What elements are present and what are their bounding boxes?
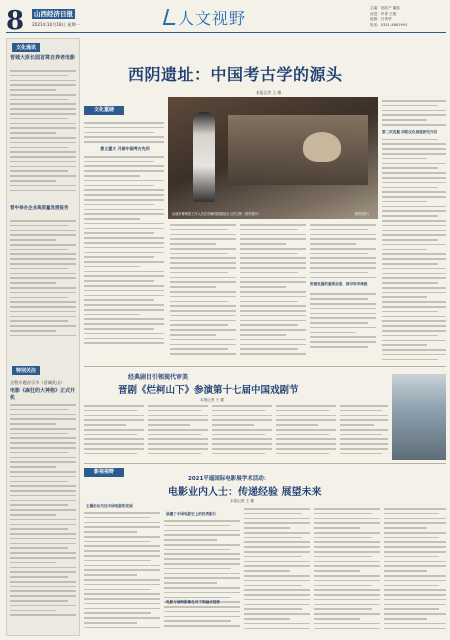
box1-label: 文化逸讯: [12, 43, 40, 52]
film-article-byline: 本报记者 王 耀: [230, 499, 254, 503]
photo-credit: （资料图片）: [352, 212, 372, 216]
film-article-col-3: [244, 508, 310, 634]
film-article-col-2: [164, 520, 240, 634]
film-article-col-1: [84, 512, 160, 634]
main-article-col-2: [170, 224, 236, 362]
drama-article-col-3: [212, 405, 272, 459]
paper-name-badge: [32, 9, 75, 19]
main-article-col-4: [310, 224, 376, 362]
drama-article-col-2: [148, 405, 208, 459]
box1-subtitle: 晋中举办企业高质量发展报告: [10, 206, 69, 211]
box2-label: 特别关注: [12, 366, 40, 375]
box1-body2: [10, 220, 76, 345]
paper-name: 山西经济日报: [34, 10, 73, 18]
film-article-kicker: 2021平遥国际电影展学术活动：: [188, 476, 270, 482]
film-article-tag-text: 影视视野: [93, 469, 114, 475]
photo-caption: 运城市博物馆工作人员在讲解西阴遗址出土的文物（资料图片）: [172, 212, 262, 216]
section-decor: [163, 9, 179, 25]
main-article-subhead-1: 意义重大 开辟中国考古先河: [100, 146, 150, 151]
main-article-col-5: [382, 100, 446, 362]
editor-line: 视觉：许青 王艳: [370, 11, 397, 16]
drama-article-col-5: [340, 405, 388, 459]
film-article-col-5: [384, 508, 446, 634]
drama-article-title: 经典剧目引领现代审美: [128, 374, 189, 381]
drama-article-col-4: [276, 405, 336, 459]
drama-article-bottom-rule: [84, 463, 446, 464]
editor-line: 电话：0351-4661993: [370, 22, 408, 27]
date-line: 2021年10月18日 星期一: [32, 22, 80, 27]
photo-display-case: [228, 115, 368, 185]
header-rule: [6, 32, 446, 33]
photo-person: [193, 112, 215, 202]
editor-line: 主编：范屹产 董茹: [370, 6, 400, 10]
film-article-headline: 电影业内人士：传递经验 展望未来: [168, 487, 322, 498]
box1-title: 晋城大原长园首窝自养老电影: [10, 55, 76, 61]
box2-subtitle: 电影《麻狂的大神抱》正式开机: [10, 388, 76, 401]
drama-article-col-1: [84, 405, 144, 459]
box2-title: 全程专题音乐节（晋城发出）: [10, 380, 65, 385]
film-article-tag: [84, 468, 124, 477]
main-article-tag: [84, 106, 124, 115]
photo-artifact: [303, 132, 341, 162]
editor-info: [370, 6, 448, 28]
drama-photo: [392, 374, 446, 460]
main-article-photo: [168, 97, 378, 219]
section-title: 人文视野: [178, 9, 247, 28]
box1-body: [10, 70, 76, 200]
drama-article-headline: 晋剧《烂柯山下》参演第十七届中国戏剧节: [118, 385, 299, 396]
editor-line: 组版：白秀华: [370, 17, 392, 21]
main-article-byline: 本报记者 王 耀: [256, 90, 282, 95]
box2-body: [10, 404, 76, 626]
main-article-tag-text: 文化重磅: [93, 107, 114, 113]
main-article-bottom-rule: [84, 366, 446, 367]
drama-article-byline: 本报记者 王 耀: [200, 398, 224, 402]
main-article-col-1: [84, 122, 164, 362]
film-article-subhead-3: 电影与展映影像在当下的融合趋势: [166, 600, 220, 604]
film-article-subhead-2: 展播了中国电影史上的优秀影片: [166, 512, 217, 516]
main-article-subhead-3: 资源发掘的重要前景，探寻科学奥秘: [310, 282, 368, 286]
film-article-subhead-1: 主题论坛关注中国电影的发展: [86, 504, 133, 508]
main-article-subhead-2: 第二次发掘 西阴文化深度研究开启: [382, 130, 438, 134]
page-number: 8: [6, 6, 25, 36]
film-article-col-4: [314, 508, 380, 634]
main-article-title: 西阴遗址：中国考古学的源头: [128, 65, 343, 84]
main-article-col-3: [240, 224, 306, 362]
